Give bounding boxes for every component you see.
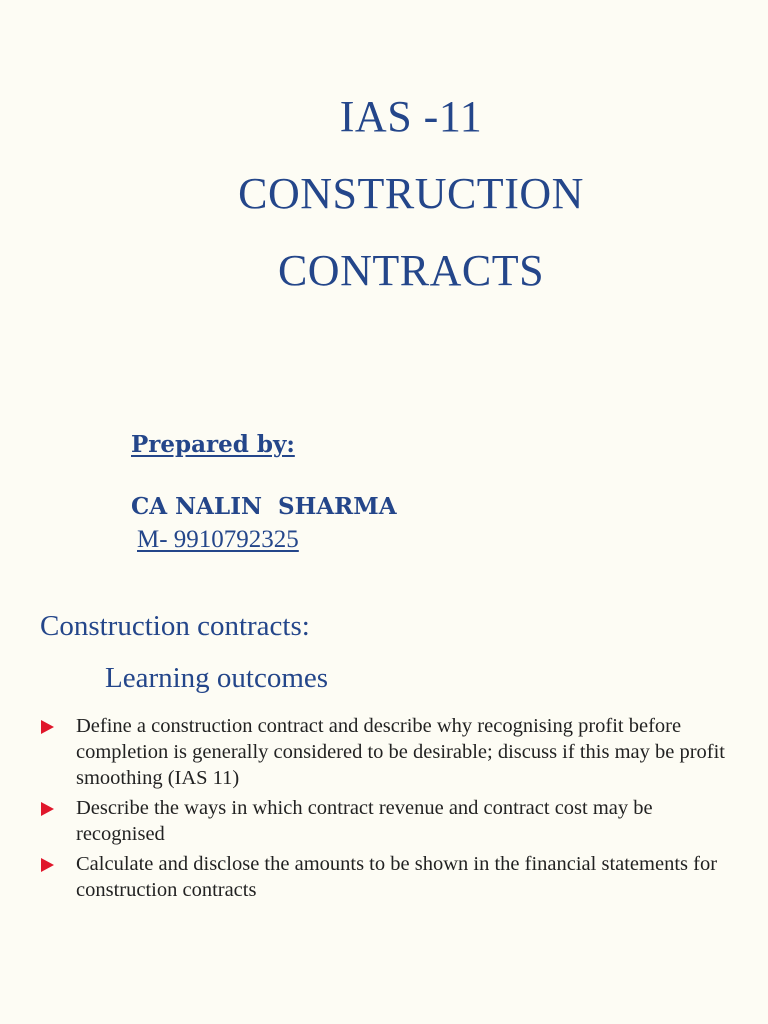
outcome-text: Describe the ways in which contract revenue and contract cost may be recognised [76, 797, 653, 845]
learning-outcomes-list [40, 713, 730, 907]
red-triangle-bullet-icon [41, 802, 54, 816]
section-subheading: Learning outcomes [105, 662, 329, 694]
red-triangle-bullet-icon [41, 720, 54, 734]
title-line-standard: IAS -11 [339, 92, 483, 141]
list-item [40, 713, 730, 791]
red-triangle-bullet-icon [41, 858, 54, 872]
title-line-construction: CONSTRUCTION [238, 169, 584, 218]
outcome-text: Define a construction contract and describe why recognising profit before completion is generally considered to be desirable; discuss if this may be profit smoothing (IAS 11) [76, 715, 726, 789]
title-line-contracts: CONTRACTS [277, 246, 545, 295]
outcome-text: Calculate and disclose the amounts to be shown in the financial statements for construction contracts [76, 853, 718, 901]
author-phone-link[interactable]: M- 9910792325 [137, 526, 299, 553]
author-name: CA NALIN SHARMA [131, 493, 397, 520]
list-item [40, 795, 730, 847]
section-heading: Construction contracts: [40, 610, 310, 642]
document-title [0, 78, 768, 309]
prepared-by-label: Prepared by: [131, 431, 295, 458]
list-item [40, 851, 730, 903]
